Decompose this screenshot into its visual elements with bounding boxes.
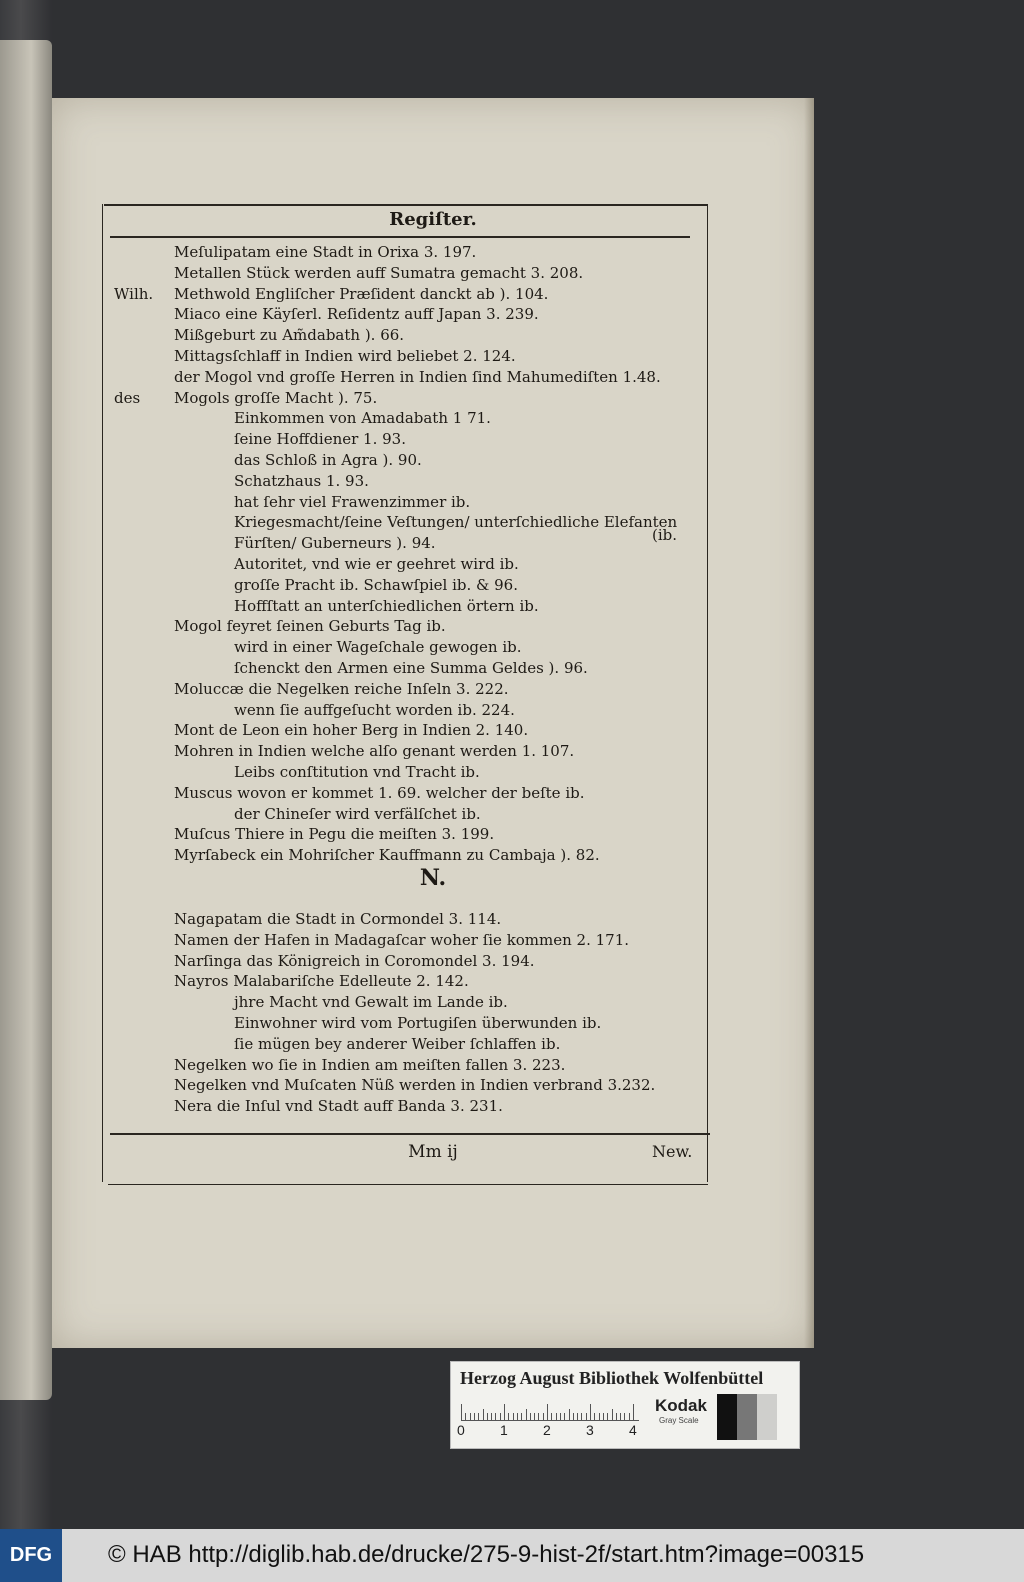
entry-text: Schatzhaus 1. 93. <box>234 471 369 490</box>
catchword: New. <box>652 1142 693 1161</box>
entry-text: Narſinga das Königreich in Coromondel 3. 194. <box>174 951 535 970</box>
ruler-tick <box>560 1413 561 1420</box>
ruler-tick <box>461 1404 462 1420</box>
index-entry <box>104 326 704 347</box>
ruler-tick <box>569 1409 570 1420</box>
ruler-tick <box>590 1404 591 1420</box>
entry-text: Mogols groſſe Macht ). 75. <box>174 388 378 407</box>
index-entry <box>104 1097 704 1118</box>
dfg-logo: DFG <box>0 1529 62 1582</box>
book-page <box>52 98 814 1348</box>
index-entry <box>104 784 704 805</box>
ruler-tick <box>586 1413 587 1420</box>
index-entry <box>104 659 704 680</box>
ruler-tick <box>573 1413 574 1420</box>
index-entry <box>104 1076 704 1097</box>
index-entry <box>104 493 704 514</box>
index-entries-m <box>104 243 704 867</box>
entry-text: Miaco eine Käyſerl. Reſidentz auff Japan 3. 239. <box>174 305 539 324</box>
entry-text: Fürſten/ Guberneurs ). 94. <box>234 534 436 553</box>
running-head: Regiſter. <box>389 209 477 230</box>
entry-text: Leibs conſtitution vnd Tracht ib. <box>234 762 480 781</box>
ruler-tick <box>483 1409 484 1420</box>
ruler-tick <box>526 1409 527 1420</box>
ruler-tick <box>538 1413 539 1420</box>
ruler-tick <box>465 1413 466 1420</box>
entry-text: Mont de Leon ein hoher Berg in Indien 2. 140. <box>174 721 529 740</box>
index-entry <box>104 409 704 430</box>
index-entry <box>104 805 704 826</box>
ruler-number: 4 <box>629 1422 637 1438</box>
library-name: Herzog August Bibliothek Wolfenbüttel <box>460 1368 764 1388</box>
index-entry <box>104 305 704 326</box>
index-entry <box>104 389 704 410</box>
section-letter-n: N. <box>419 865 447 891</box>
ruler-number: 2 <box>543 1422 551 1438</box>
ruler-tick <box>603 1413 604 1420</box>
index-entry <box>104 347 704 368</box>
signature-mark: Mm ij <box>408 1142 458 1162</box>
entry-text: das Schloß in Agra ). 90. <box>234 450 422 469</box>
ruler-tick <box>564 1413 565 1420</box>
entry-text: wird in einer Wageſchale gewogen ib. <box>234 638 522 657</box>
index-entry <box>104 763 704 784</box>
ruler-tick <box>508 1413 509 1420</box>
ruler-tick <box>607 1413 608 1420</box>
ruler-tick <box>470 1413 471 1420</box>
ruler-tick <box>577 1413 578 1420</box>
ruler-tick <box>504 1404 505 1420</box>
entry-text: groſſe Pracht ib. Schawſpiel ib. & 96. <box>234 575 518 594</box>
entry-text: Muscus wovon er kommet 1. 69. welcher der beſte ib. <box>174 783 585 802</box>
index-entry <box>104 825 704 846</box>
index-entry <box>104 680 704 701</box>
kodak-logo: Kodak <box>655 1396 707 1415</box>
entry-text: Muſcus Thiere in Pegu die meiſten 3. 199. <box>174 825 495 844</box>
entry-text: Autoritet, vnd wie er geehret wird ib. <box>234 554 519 573</box>
ruler-tick <box>543 1413 544 1420</box>
ruler-tick <box>491 1413 492 1420</box>
index-entry <box>104 701 704 722</box>
ruler-tick <box>547 1404 548 1420</box>
foot-rule <box>110 1133 710 1135</box>
index-entry <box>104 285 704 306</box>
previous-page-edge <box>0 40 52 1400</box>
index-entry <box>104 555 704 576</box>
index-entry <box>104 430 704 451</box>
entry-text: wenn ſie auffgeſucht worden ib. 224. <box>234 700 515 719</box>
entry-text: Mißgeburt zu Am̃dabath ). 66. <box>174 326 405 345</box>
gray-patch-mid <box>737 1394 757 1440</box>
gray-patch-light <box>757 1394 777 1440</box>
entry-text: Mohren in Indien welche alſo genant werden 1. 107. <box>174 742 575 761</box>
index-entries-n <box>104 910 704 1118</box>
ruler-tick <box>530 1413 531 1420</box>
ruler-tick <box>500 1413 501 1420</box>
bottom-rule <box>108 1184 708 1185</box>
entry-text: der Mogol vnd groſſe Herren in Indien ſind Mahumediſten 1.48. <box>174 367 661 386</box>
entry-text: Namen der Hafen in Madagaſcar woher ſie kommen 2. 171. <box>174 930 630 949</box>
ruler-number: 1 <box>500 1422 508 1438</box>
ruler-tick <box>534 1413 535 1420</box>
index-entry <box>104 597 704 618</box>
entry-text: Myrſabeck ein Mohriſcher Kauffmann zu Cambaja ). 82. <box>174 846 600 865</box>
index-entry <box>104 1035 704 1056</box>
entry-text: jhre Macht vnd Gewalt im Lande ib. <box>234 993 508 1012</box>
entry-text: Moluccæ die Negelken reiche Inſeln 3. 222. <box>174 679 509 698</box>
index-entry <box>104 742 704 763</box>
index-entry <box>104 576 704 597</box>
entry-text: Kriegesmacht/ſeine Veſtungen/ unterſchiedliche Elefanten <box>234 513 678 532</box>
entry-text: Methwold Engliſcher Præſident danckt ab ). 104. <box>174 284 549 303</box>
index-entry <box>104 513 704 534</box>
measurement-ruler <box>461 1402 639 1421</box>
entry-text: Nera die Inſul vnd Stadt auff Banda 3. 231. <box>174 1097 503 1116</box>
entry-text: ſie mügen bey anderer Weiber ſchlaffen ib. <box>234 1034 561 1053</box>
index-entry <box>104 368 704 389</box>
footer-bar <box>0 1529 1024 1582</box>
ruler-tick <box>513 1413 514 1420</box>
entry-text: Einkommen von Amadabath 1 71. <box>234 409 491 428</box>
ruler-tick <box>521 1413 522 1420</box>
ruler-tick <box>495 1413 496 1420</box>
ruler-tick <box>487 1413 488 1420</box>
entry-text: Nayros Malabariſche Edelleute 2. 142. <box>174 972 469 991</box>
ruler-tick <box>556 1413 557 1420</box>
index-entry <box>104 472 704 493</box>
ruler-tick <box>629 1413 630 1420</box>
entry-text: ſchenckt den Armen eine Summa Geldes ). 96. <box>234 658 588 677</box>
ruler-tick <box>633 1404 634 1420</box>
color-scale-card <box>450 1361 800 1449</box>
entry-text: Einwohner wird vom Portugiſen überwunden ib. <box>234 1013 602 1032</box>
index-entry <box>104 721 704 742</box>
index-entry <box>104 638 704 659</box>
gray-scale-label: Gray Scale <box>659 1416 699 1425</box>
index-entry <box>104 846 704 867</box>
ruler-tick <box>478 1413 479 1420</box>
index-entry <box>104 931 704 952</box>
index-entry <box>104 952 704 973</box>
index-entry <box>104 243 704 264</box>
entry-text: Hoffſtatt an unterſchiedlichen örtern ib. <box>234 596 539 615</box>
index-entry <box>104 972 704 993</box>
index-entry <box>104 451 704 472</box>
index-entry <box>104 910 704 931</box>
index-entry <box>104 993 704 1014</box>
ruler-tick <box>581 1413 582 1420</box>
ruler-number: 3 <box>586 1422 594 1438</box>
margin-note: des <box>114 388 141 407</box>
entry-text: Negelken vnd Muſcaten Nüß werden in Indien verbrand 3.232. <box>174 1076 656 1095</box>
entry-text: Nagapatam die Stadt in Cormondel 3. 114. <box>174 910 502 928</box>
index-entry <box>104 1014 704 1035</box>
entry-text: hat ſehr viel Frawenzimmer ib. <box>234 492 471 511</box>
entry-text: Mogol feyret ſeinen Geburts Tag ib. <box>174 617 446 636</box>
ruler-tick <box>616 1413 617 1420</box>
ruler-tick <box>624 1413 625 1420</box>
index-entry <box>104 264 704 285</box>
ruler-tick <box>599 1413 600 1420</box>
ruler-tick <box>474 1413 475 1420</box>
entry-continuation: (ib. <box>652 526 678 545</box>
entry-text: Negelken wo ſie in Indien am meiſten fallen 3. 223. <box>174 1055 566 1074</box>
index-entry <box>104 1056 704 1077</box>
ruler-tick <box>620 1413 621 1420</box>
ruler-tick <box>551 1413 552 1420</box>
entry-text: ſeine Hoffdiener 1. 93. <box>234 430 406 449</box>
entry-text: Mittagsſchlaff in Indien wird beliebet 2. 124. <box>174 346 516 365</box>
margin-note: Wilh. <box>114 284 154 303</box>
index-entry <box>104 526 704 555</box>
copyright-link[interactable]: © HAB http://diglib.hab.de/drucke/275-9-hist-2f/start.htm?image=00315 <box>108 1541 865 1568</box>
gray-patch-black <box>717 1394 737 1440</box>
ruler-number: 0 <box>457 1422 465 1438</box>
entry-text: Meſulipatam eine Stadt in Orixa 3. 197. <box>174 243 477 261</box>
entry-text: Metallen Stück werden auff Sumatra gemacht 3. 208. <box>174 263 584 282</box>
ruler-tick <box>594 1413 595 1420</box>
ruler-tick <box>612 1409 613 1420</box>
head-rule <box>110 236 690 238</box>
index-entry <box>104 617 704 638</box>
ruler-tick <box>517 1413 518 1420</box>
entry-text: der Chineſer wird verfälſchet ib. <box>234 804 481 823</box>
